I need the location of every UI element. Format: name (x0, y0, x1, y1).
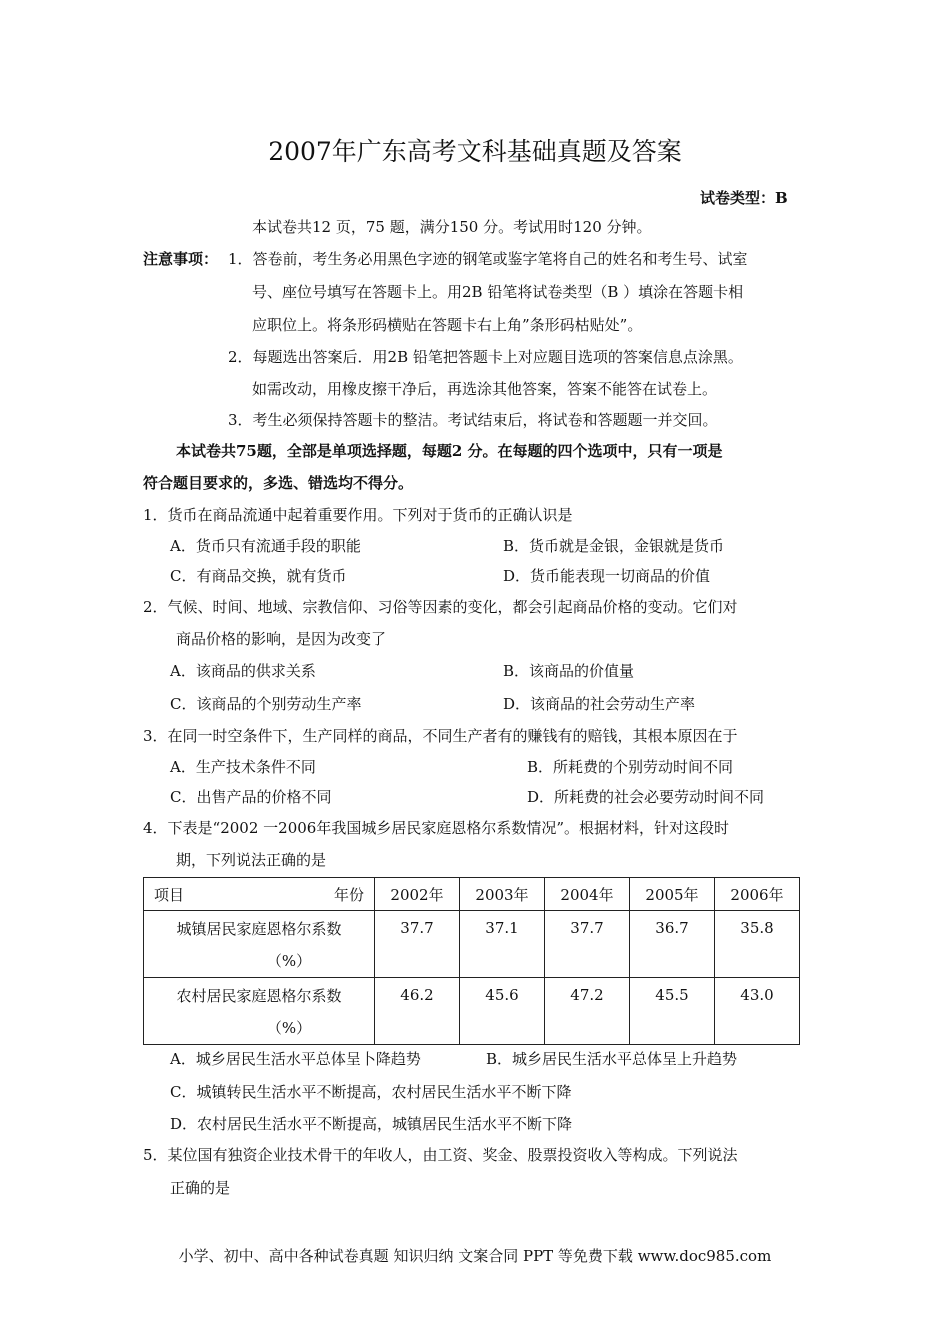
value-cell (460, 978, 545, 1045)
notice-item-1-line-3: 应职位上。将条形码横贴在答题卡右上角”条形码枯贴处”。 (252, 316, 643, 334)
q1-option-c: C．有商品交换，就有货币 (170, 567, 347, 585)
notice-label: 注意事项： (143, 250, 219, 268)
q4-option-a: A．城乡居民生活水平总体呈卜降趋势 (170, 1050, 421, 1068)
header-item-cell (144, 878, 375, 911)
notice-item-2-line-1: 2．每题选出答案后．用2B 铅笔把答题卡上对应题目选项的答案信息点涂黑。 (228, 348, 743, 366)
notice-item-1-line-1: 1．答卷前，考生务必用黑色字迹的钢笔或鉴字笔将自己的姓名和考生号、试室 (228, 250, 748, 268)
q2-option-d: D．该商品的社会劳动生产率 (503, 695, 696, 713)
urban-value: 37.1 (485, 919, 519, 937)
table-row (144, 911, 800, 978)
value-cell (715, 911, 800, 978)
q1-option-b: B．货币就是金银，金银就是货币 (503, 537, 725, 555)
q4-option-b: B．城乡居民生活水平总体呈上升趋势 (486, 1050, 738, 1068)
urban-value: 37.7 (400, 919, 434, 937)
urban-unit: （%） (266, 952, 312, 970)
value-cell (630, 978, 715, 1045)
rural-value: 46.2 (400, 986, 434, 1004)
rural-value: 47.2 (570, 986, 604, 1004)
notice-item-3-line-1: 3．考生必须保持答题卡的整洁。考试结束后，将试卷和答题题一并交回。 (228, 411, 718, 429)
year-cell: 2002年 (375, 878, 460, 911)
q1-stem: 1．货币在商品流通中起着重要作用。下列对于货币的正确认识是 (143, 506, 573, 524)
q5-stem-line-2: 正确的是 (170, 1179, 231, 1197)
row-label-cell (144, 978, 375, 1045)
value-cell (545, 978, 630, 1045)
header-year-label: 年份 (333, 885, 364, 904)
value-cell (375, 978, 460, 1045)
urban-value: 36.7 (655, 919, 689, 937)
q4-option-c: C．城镇转民生活水平不断提高，农村居民生活水平不断下降 (170, 1083, 572, 1101)
q4-stem-line-2: 期，下列说法正确的是 (176, 851, 327, 869)
rural-unit: （%） (266, 1019, 312, 1037)
year-cell: 2004年 (545, 878, 630, 911)
notice-item-1-line-2: 号、座位号填写在答题卡上。用2B 铅笔将试卷类型（B ）填涂在答题卡相 (252, 283, 744, 301)
instructions-line-2: 符合题目要求的，多选、错选均不得分。 (143, 474, 414, 492)
page-title: 2007年广东高考文科基础真题及答案 (268, 137, 682, 166)
table-row (144, 978, 800, 1045)
value-cell (375, 911, 460, 978)
value-cell (630, 911, 715, 978)
q1-option-d: D．货币能表现一切商品的价值 (503, 567, 711, 585)
q4-option-d: D．农村居民生活水平不断提高，城镇居民生活水平不断下降 (170, 1115, 573, 1133)
urban-value: 35.8 (740, 919, 774, 937)
rural-value: 43.0 (740, 986, 774, 1004)
urban-value: 37.7 (570, 919, 604, 937)
q3-option-c: C．出售产品的价格不同 (170, 788, 332, 806)
notice-item-2-line-2: 如需改动，用橡皮擦干净后，再选涂其他答案，答案不能答在试卷上。 (252, 380, 718, 398)
q3-option-a: A．生产技术条件不同 (170, 758, 316, 776)
rural-label: 农村居民家庭恩格尔系数 (176, 987, 342, 1005)
rural-value: 45.5 (655, 986, 689, 1004)
engel-coefficient-table (143, 877, 800, 1045)
instructions-line-1: 本试卷共75题，全部是单项选择题，每题2 分。在每题的四个选项中，只有一项是 (176, 442, 723, 460)
q1-option-a: A．货币只有流通手段的职能 (170, 537, 361, 555)
q2-stem-line-1: 2．气候、时间、地域、宗教信仰、习俗等因素的变化，都会引起商品价格的变动。它们对 (143, 598, 738, 616)
rural-value: 45.6 (485, 986, 519, 1004)
footer-text: 小学、初中、高中各种试卷真题 知识归纳 文案合同 PPT 等免费下载 www.doc985.com (178, 1247, 772, 1265)
year-cell: 2003年 (460, 878, 545, 911)
q2-stem-line-2: 商品价格的影响，是因为改变了 (176, 630, 387, 648)
q5-stem-line-1: 5．某位国有独资企业技术骨干的年收人，由工资、奖金、股票投资收入等构成。下列说法 (143, 1146, 738, 1164)
table-header-row (144, 878, 800, 911)
paper-type: 试卷类型：B (700, 189, 788, 207)
value-cell (545, 911, 630, 978)
row-label-cell (144, 911, 375, 978)
q2-option-c: C．该商品的个别劳动生产率 (170, 695, 362, 713)
q2-option-b: B．该商品的价值量 (503, 662, 635, 680)
q2-option-a: A．该商品的供求关系 (170, 662, 316, 680)
intro-text: 本试卷共12 页，75 题，满分150 分。考试用时120 分钟。 (252, 218, 652, 236)
year-cell: 2005年 (630, 878, 715, 911)
q4-stem-line-1: 4．下表是“2002 一2006年我国城乡居民家庭恩格尔系数情况”。根据材料，针对这段时 (143, 819, 729, 837)
value-cell (460, 911, 545, 978)
q3-option-b: B．所耗费的个别劳动时间不同 (527, 758, 734, 776)
value-cell (715, 978, 800, 1045)
urban-label: 城镇居民家庭恩格尔系数 (176, 920, 342, 938)
q3-option-d: D．所耗费的社会必要劳动时间不同 (527, 788, 765, 806)
q3-stem: 3．在同一时空条件下，生产同样的商品，不同生产者有的赚钱有的赔钱，其根本原因在于 (143, 727, 738, 745)
year-cell: 2006年 (715, 878, 800, 911)
header-item-label: 项目 (154, 885, 185, 904)
